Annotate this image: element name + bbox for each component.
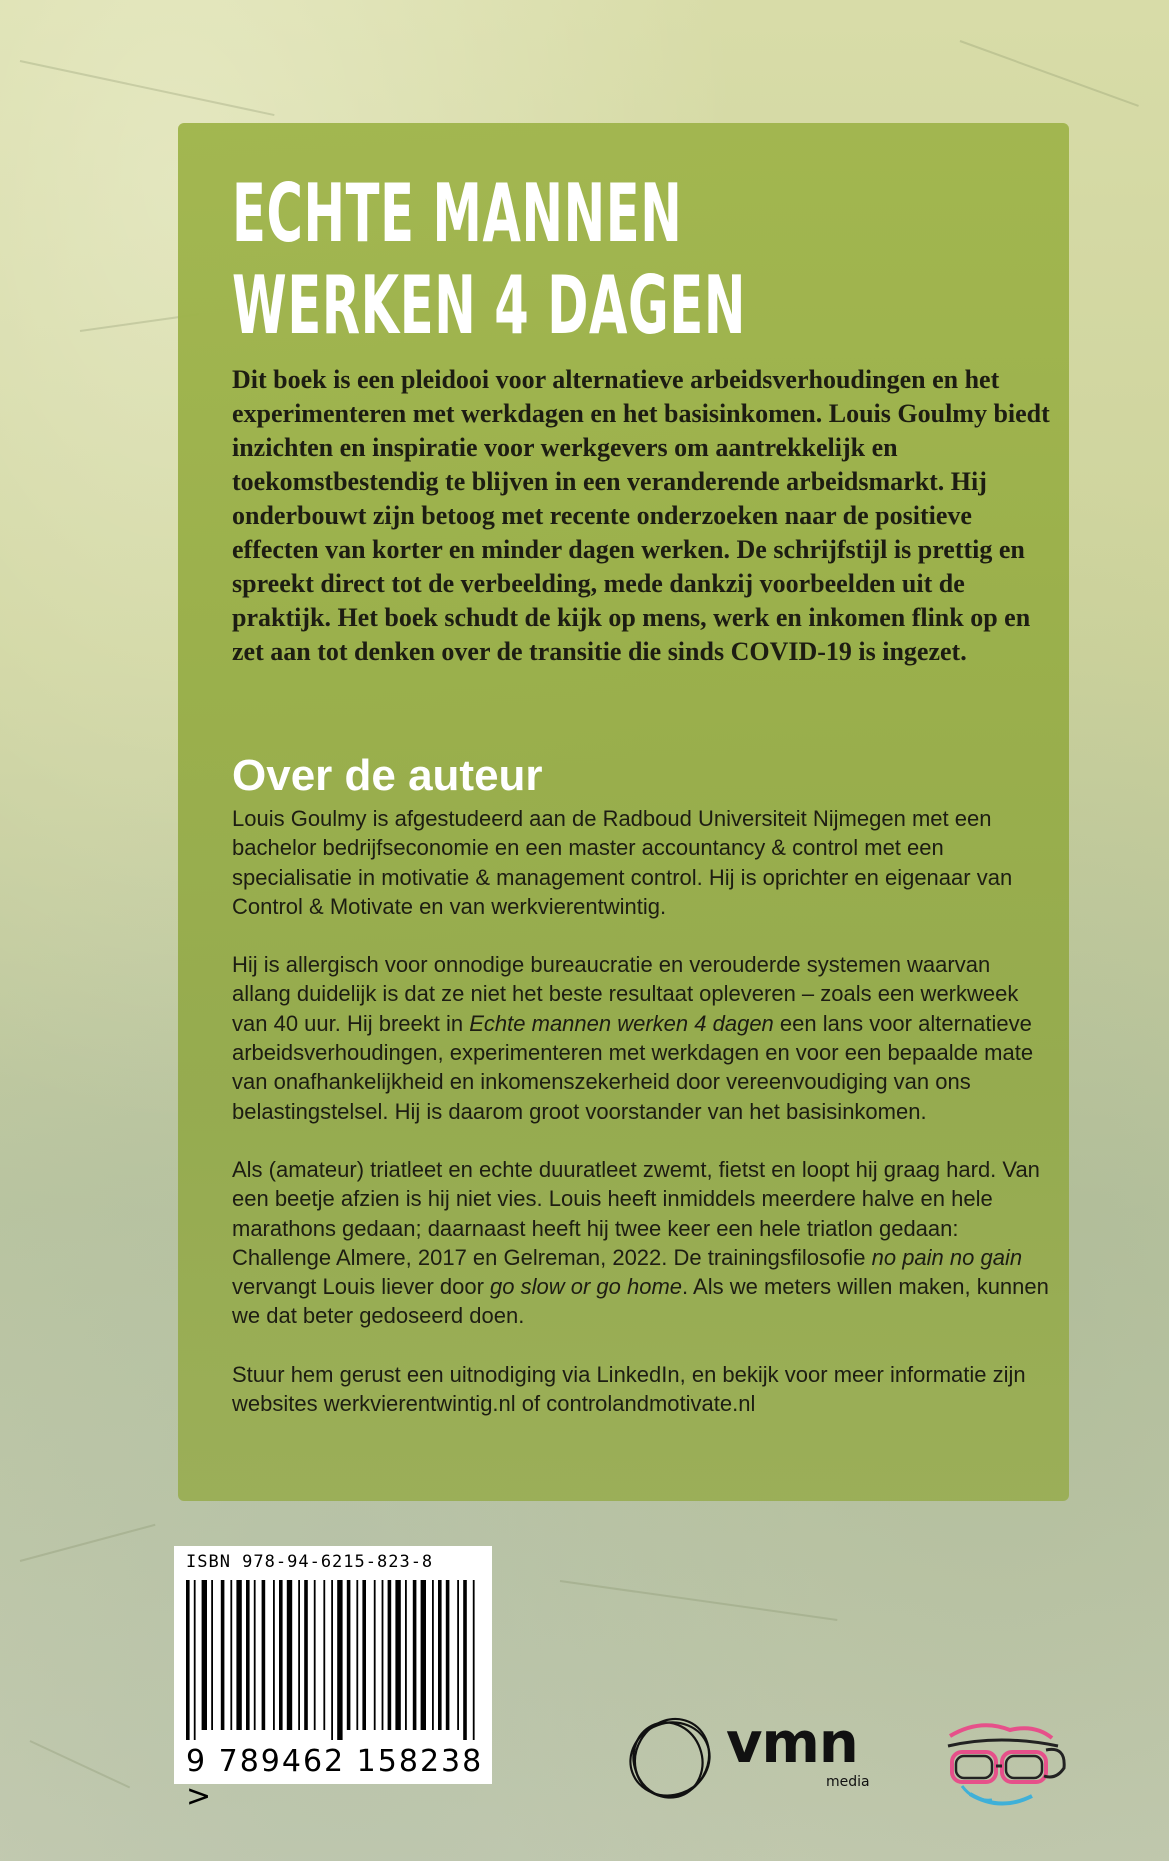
- wall-crack: [560, 1580, 838, 1621]
- author-bio: [232, 804, 1052, 1447]
- barcode-bar: [236, 1580, 241, 1730]
- bio-paragraph-1: Louis Goulmy is afgestudeerd aan de Radboud Universiteit Nijmegen met een bachelor bedrijfseconomie en een master accountancy & control met een specialisatie in motivatie & management control. Hij is oprichter en eigenaar van Control & Motivate en van werkvierentwintig.: [232, 806, 1013, 919]
- barcode-bar: [298, 1580, 300, 1730]
- barcode-bar: [273, 1580, 275, 1730]
- vmn-media-logo: [620, 1712, 890, 1806]
- bio-paragraph-2: Hij is allergisch voor onnodige bureaucratie en verouderde systemen waarvan allang duidelijk is dat ze niet het beste resultaat opleveren – zoals een werkweek van 40 uur. Hij breekt in Echte mannen werken 4 dagen een lans voor alternatieve arbeidsverhoudingen, experimenteren met werkdagen en voor een bepaalde mate van onafhankelijkheid en inkomenszekerheid door vereenvoudiging van ons belastingstelsel. Hij is daarom groot voorstander van het basisinkomen.: [232, 952, 1034, 1124]
- barcode-bar: [446, 1580, 450, 1730]
- barcode-bar: [356, 1580, 358, 1730]
- barcode-bar: [405, 1580, 407, 1730]
- barcode-bars: [184, 1580, 482, 1740]
- barcode-bar: [211, 1580, 213, 1730]
- barcode-bar: [395, 1580, 400, 1730]
- barcode-bar: [347, 1580, 351, 1730]
- barcode-bar: [304, 1580, 308, 1730]
- barcode-bar: [262, 1580, 266, 1730]
- barcode-bar: [473, 1580, 475, 1740]
- barcode-bar: [438, 1580, 442, 1730]
- barcode-bar: [221, 1580, 225, 1730]
- bio-paragraph-4: Stuur hem gerust een uitnodiging via LinkedIn, en bekijk voor meer informatie zijn websites werkvierentwintig.nl of controlandmotivate.nl: [232, 1361, 1026, 1417]
- book-description: Dit boek is een pleidooi voor alternatieve arbeidsverhoudingen en het experimenteren met werkdagen en het basisinkomen. Louis Goulmy biedt inzichten en inspiratie voor werkgevers om aantrekkelijk en toekomstbestendig te blijven in een veranderende arbeidsmarkt. Hij onderbouwt zijn betoog met recente onderzoeken naar de positieve effecten van korter en minder dagen werken. De schrijfstijl is prettig en spreekt direct tot de verbeelding, mede dankzij voorbeelden uit de praktijk. Het boek schudt de kijk op mens, werk en inkomen flink op en zet aan tot denken over de transitie die sinds COVID-19 is ingezet.: [232, 365, 1050, 666]
- isbn-number: ISBN 978-94-6215-823-8: [186, 1552, 434, 1572]
- barcode-bar: [186, 1580, 190, 1740]
- title-line-2: WERKEN 4 DAGEN: [232, 259, 747, 352]
- vmn-wordmark: vmn: [726, 1711, 858, 1776]
- barcode-bar: [246, 1580, 250, 1730]
- barcode-bar: [382, 1580, 384, 1730]
- wall-crack: [960, 40, 1139, 107]
- wall-crack: [30, 1740, 131, 1788]
- title-line-1: ECHTE MANNEN: [232, 167, 683, 260]
- wall-crack: [20, 60, 275, 116]
- barcode-bar: [314, 1580, 316, 1730]
- barcode-bar: [432, 1580, 434, 1730]
- barcode-bar: [457, 1580, 459, 1730]
- barcode-bar: [194, 1580, 196, 1740]
- about-author-heading: Over de auteur: [232, 751, 543, 800]
- barcode-bar: [331, 1580, 333, 1740]
- barcode-bar: [279, 1580, 283, 1730]
- vmn-sub-label: media: [826, 1774, 870, 1790]
- barcode-bar: [388, 1580, 392, 1730]
- isbn-barcode: [174, 1546, 492, 1814]
- barcode-bar: [202, 1580, 207, 1730]
- glasses-logo-icon: [940, 1716, 1070, 1816]
- barcode-bar: [374, 1580, 376, 1730]
- wall-crack: [20, 1524, 156, 1562]
- barcode-bar: [254, 1580, 256, 1730]
- book-title: [232, 168, 746, 352]
- barcode-bar: [362, 1580, 366, 1730]
- bio-paragraph-3: Als (amateur) triatleet en echte duuratleet zwemt, fietst en loopt hij graag hard. Van een beetje afzien is hij niet vies. Louis heeft inmiddels meerdere halve en hele marathons gedaan; daarnaast heeft hij twee keer een hele triatlon gedaan: Challenge Almere, 2017 en Gelreman, 2022. De trainingsfilosofie no pain no gain vervangt Louis liever door go slow or go home. Als we meters willen maken, kunnen we dat beter gedoseerd doen.: [232, 1156, 1049, 1329]
- vmn-ring-icon: [620, 1712, 720, 1806]
- barcode-bar: [287, 1580, 292, 1730]
- barcode-digits: 9 789462 158238 >: [186, 1744, 484, 1814]
- barcode-bar: [421, 1580, 426, 1730]
- barcode-bar: [337, 1580, 342, 1740]
- barcode-bar: [413, 1580, 417, 1730]
- barcode-bar: [323, 1580, 325, 1730]
- barcode-bar: [230, 1580, 232, 1730]
- barcode-bar: [463, 1580, 467, 1740]
